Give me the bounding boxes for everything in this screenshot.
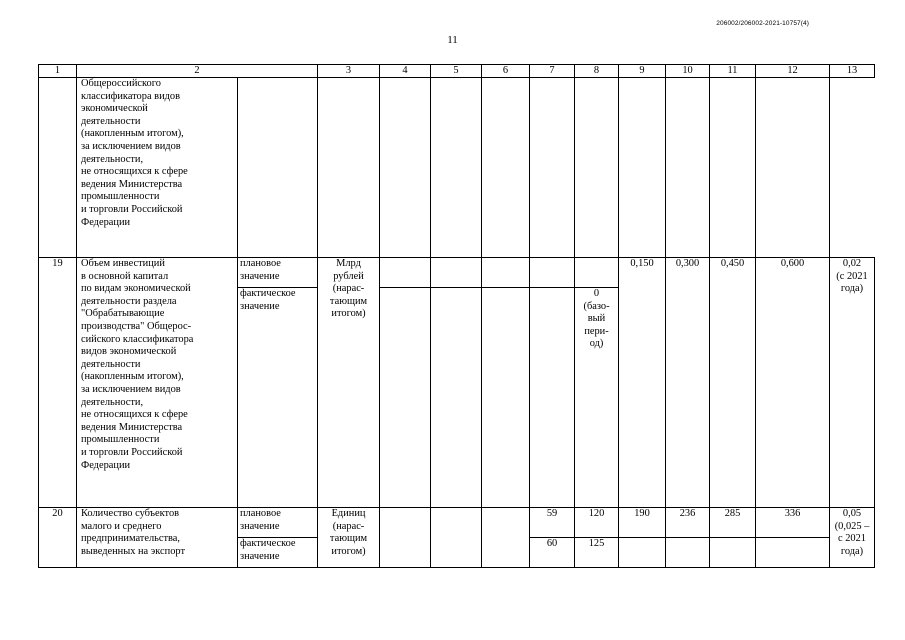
value-cell [575, 78, 619, 258]
value-cell: 0,600 [756, 258, 830, 508]
value-cell [530, 78, 575, 258]
value-cell: 0 (базо- вый пери- од) [575, 288, 619, 508]
col-header: 1 [39, 65, 77, 78]
value-cell: 0,300 [666, 258, 710, 508]
value-cell [530, 288, 575, 508]
table-row [39, 508, 875, 538]
value-cell [666, 538, 710, 568]
col-header: 6 [482, 65, 530, 78]
value-cell [482, 508, 530, 568]
value-cell [431, 288, 482, 508]
value-cell [619, 78, 666, 258]
value-cell: 285 [710, 508, 756, 538]
col-header: 4 [380, 65, 431, 78]
row-number-cell: 20 [39, 508, 77, 568]
value-type-cell [238, 78, 318, 258]
indicators-table [38, 64, 875, 568]
value-cell [575, 258, 619, 288]
col-header: 12 [756, 65, 830, 78]
col-header: 11 [710, 65, 756, 78]
indicator-name-cell: Общероссийского классификатора видов экономической деятельности (накопленным итогом), за исключением видов деятельности, не относящихся к сфере ведения Министерства промышленности и торговли Российской Федерации [77, 78, 238, 258]
value-cell [380, 78, 431, 258]
target-value-cell: 0,05 (0,025 – с 2021 года) [830, 508, 875, 568]
value-cell: 60 [530, 538, 575, 568]
unit-cell: Единиц (нарас- тающим итогом) [318, 508, 380, 568]
value-cell [380, 258, 431, 288]
value-cell [431, 508, 482, 568]
col-header: 7 [530, 65, 575, 78]
plan-label-cell: плановое значение [238, 508, 318, 538]
value-cell [756, 538, 830, 568]
col-header: 10 [666, 65, 710, 78]
fact-label-cell: фактическое значение [238, 288, 318, 508]
table-row [39, 258, 875, 288]
fact-label-cell: фактическое значение [238, 538, 318, 568]
col-header: 9 [619, 65, 666, 78]
value-cell: 125 [575, 538, 619, 568]
col-header: 2 [77, 65, 318, 78]
value-cell: 336 [756, 508, 830, 538]
unit-cell [318, 78, 380, 258]
value-cell [482, 78, 530, 258]
column-number-row [39, 65, 875, 78]
value-cell [431, 258, 482, 288]
value-cell [431, 78, 482, 258]
value-cell [710, 78, 756, 258]
value-cell: 190 [619, 508, 666, 538]
col-header: 8 [575, 65, 619, 78]
value-cell [482, 258, 530, 288]
value-cell: 0,150 [619, 258, 666, 508]
value-cell [380, 508, 431, 568]
value-cell [380, 288, 431, 508]
row-number-cell [39, 78, 77, 258]
indicator-name-cell: Количество субъектов малого и среднего предпринимательства, выведенных на экспорт [77, 508, 238, 568]
page-number: 11 [447, 34, 458, 46]
unit-cell: Млрд рублей (нарас- тающим итогом) [318, 258, 380, 508]
value-cell [619, 538, 666, 568]
col-header: 5 [431, 65, 482, 78]
row-number-cell: 19 [39, 258, 77, 508]
value-cell [666, 78, 710, 258]
target-value-cell: 0,02 (с 2021 года) [830, 258, 875, 508]
value-cell [756, 78, 830, 258]
document-id: 206002/206002-2021-10757(4) [716, 20, 809, 27]
col-header: 3 [318, 65, 380, 78]
value-cell [710, 538, 756, 568]
indicator-name-cell: Объем инвестиций в основной капитал по видам экономической деятельности раздела "Обрабатывающие производства" Общерос- сийского классификатора видов экономической деятельности (накопленным итогом), за исключением видов деятельности, не относящихся к сфере ведения Министерства промышленности и торговли Российской Федерации [77, 258, 238, 508]
plan-label-cell: плановое значение [238, 258, 318, 288]
value-cell: 59 [530, 508, 575, 538]
value-cell: 0,450 [710, 258, 756, 508]
value-cell: 120 [575, 508, 619, 538]
value-cell [482, 288, 530, 508]
value-cell: 236 [666, 508, 710, 538]
value-cell [530, 258, 575, 288]
col-header: 13 [830, 65, 875, 78]
table-row [39, 78, 875, 258]
